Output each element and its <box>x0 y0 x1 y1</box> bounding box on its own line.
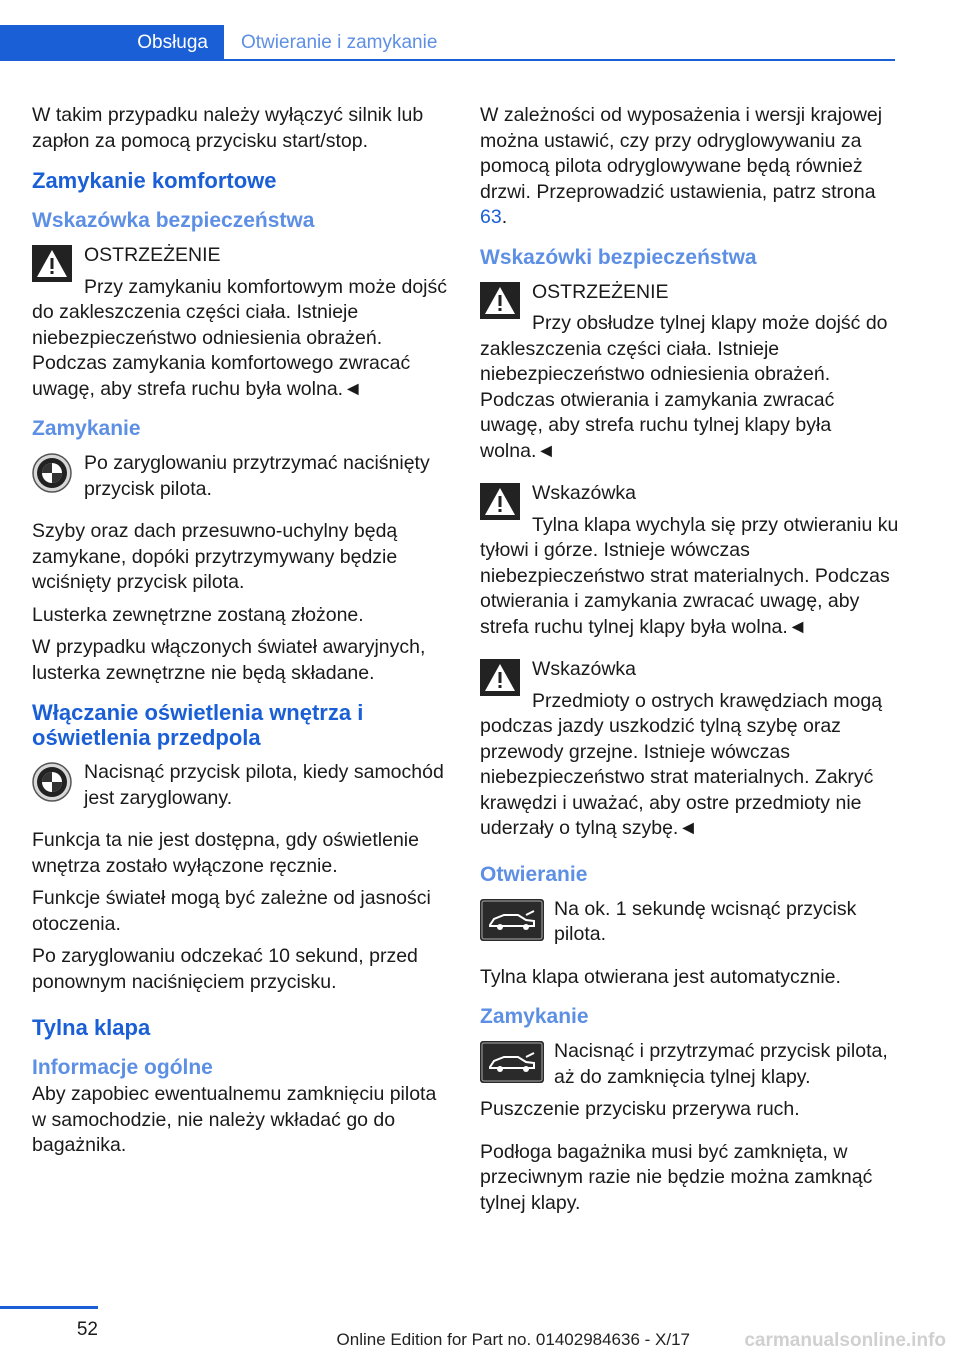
paragraph: Tylna klapa otwierana jest automatycznie. <box>480 965 841 988</box>
warning-title: OSTRZEŻENIE <box>532 280 669 303</box>
page-number: 52 <box>0 1306 98 1341</box>
paragraph-text: W zależności od wyposażenia i wersji krajowej można ustawić, czy przy odryglowywaniu za pomocą pilota odryglowywane będą również drzwi. Przeprowadzić ustawienia, patrz strona <box>480 104 883 203</box>
heading-comfort-closing: Zamykanie komfortowe <box>32 168 277 193</box>
heading-safety-note: Wskazówka bezpieczeństwa <box>32 209 315 232</box>
instruction-text: Na ok. 1 sekundę wcisnąć przycisk pilota. <box>554 897 857 945</box>
warning-title: OSTRZEŻENIE <box>84 244 221 266</box>
heading-closing: Zamykanie <box>480 1005 589 1028</box>
right-column <box>480 103 900 1223</box>
warning-icon <box>480 483 520 520</box>
instruction-text: Nacisnąć przycisk pilota, kiedy samochód jest zaryglowany. <box>84 761 444 809</box>
tailgate-button-icon <box>480 1041 544 1083</box>
key-instruction <box>480 1039 900 1090</box>
paragraph: Lusterka zewnętrzne zostaną złożone. <box>32 603 364 626</box>
key-instruction <box>480 897 900 948</box>
instruction-text: Po zaryglowaniu przytrzymać naciśnięty przycisk pilota. <box>84 452 430 500</box>
paragraph: W zależności od wyposażenia i wersji krajowej można ustawić, czy przy odryglowywaniu za pomocą pilota odryglowywane będą również drzwi. Przeprowadzić ustawienia, patrz strona 63. <box>480 104 883 228</box>
heading-closing: Zamykanie <box>32 417 141 440</box>
warning-icon <box>480 282 520 319</box>
paragraph: W przypadku włączonych świateł awaryjnych, lusterka zewnętrzne nie będą składane. <box>32 636 426 684</box>
warning-block <box>32 243 448 402</box>
paragraph: Funkcja ta nie jest dostępna, gdy oświetlenie wnętrza zostało wyłączone ręcznie. <box>32 829 419 877</box>
tab-chapter[interactable]: Otwieranie i zamykanie <box>241 32 438 53</box>
page-link[interactable]: 63 <box>480 206 502 228</box>
paragraph: Podłoga bagażnika musi być zamknięta, w przeciwnym razie nie będzie można zamknąć tylnej klapy. <box>480 1140 873 1214</box>
header-divider <box>224 59 895 61</box>
tab-section[interactable]: Obsługa <box>0 25 224 61</box>
paragraph: Szyby oraz dach przesuwno-uchylny będą zamykane, dopóki przytrzymywany będzie wciśnięty przycisk pilota. <box>32 520 398 593</box>
paragraph: Funkcje świateł mogą być zależne od jasności otoczenia. <box>32 887 431 935</box>
remote-key-icon <box>32 762 72 802</box>
note-text: Przedmioty o ostrych krawędziach mogą podczas jazdy uszkodzić tylną szybę oraz przewody grzejne. Istnieje wówczas niebezpieczeństwo strat materialnych. Zakryć krawędzi i uważać, aby ostre przedmioty nie uderzały o tylną szybę.◄ <box>480 689 883 839</box>
paragraph: Puszczenie przycisku przerywa ruch. <box>480 1098 800 1120</box>
warning-text: Przy obsłudze tylnej klapy może dojść do zakleszczenia części ciała. Istnieje niebezpieczeństwo odniesienia obrażeń. Podczas otwierania i zamykania zwracać uwagę, aby strefa ruchu tylnej klapy była wolna.◄ <box>480 312 888 462</box>
heading-lighting: Włączanie oświetlenia wnętrza i oświetlenia przedpola <box>32 700 364 750</box>
note-block <box>480 657 900 842</box>
left-column <box>32 103 448 1166</box>
note-block <box>480 481 900 640</box>
key-instruction <box>32 451 448 502</box>
warning-block <box>480 280 900 465</box>
heading-tailgate: Tylna klapa <box>32 1015 151 1040</box>
key-instruction <box>32 760 448 811</box>
tailgate-button-icon <box>480 899 544 941</box>
edition-footer: Online Edition for Part no. 01402984636 - X/17 <box>336 1330 690 1349</box>
heading-safety-notes: Wskazówki bezpieczeństwa <box>480 245 757 269</box>
paragraph: Po zaryglowaniu odczekać 10 sekund, przed ponownym naciśnięciem przycisku. <box>32 945 418 993</box>
watermark: carmanualsonline.info <box>744 1330 946 1351</box>
note-text: Tylna klapa wychyla się przy otwieraniu ku tyłowi i górze. Istnieje wówczas niebezpieczeństwo strat materialnych. Podczas otwierania i zamykania zwracać uwagę, aby strefa ruchu tylnej klapy była wolna.◄ <box>480 513 899 638</box>
note-title: Wskazówka <box>532 658 637 680</box>
heading-opening: Otwieranie <box>480 862 588 886</box>
header-bar <box>0 25 895 61</box>
instruction-text: Nacisnąć i przytrzymać przycisk pilota, aż do zamknięcia tylnej klapy. <box>554 1040 888 1088</box>
paragraph: W takim przypadku należy wyłączyć silnik lub zapłon za pomocą przycisku start/stop. <box>32 104 424 152</box>
heading-general-info: Informacje ogólne <box>32 1056 213 1079</box>
note-title: Wskazówka <box>532 482 637 504</box>
warning-text: Przy zamykaniu komfortowym może dojść do zakleszczenia części ciała. Istnieje niebezpieczeństwo odniesienia obrażeń. Podczas zamykania komfortowego zwracać uwagę, aby strefa ruchu była wolna.◄ <box>32 275 448 400</box>
paragraph: Aby zapobiec ewentualnemu zamknięciu pilota w samochodzie, nie należy wkładać go do bagażnika. <box>32 1083 437 1156</box>
remote-key-icon <box>32 453 72 493</box>
warning-icon <box>480 659 520 696</box>
warning-icon <box>32 245 72 282</box>
